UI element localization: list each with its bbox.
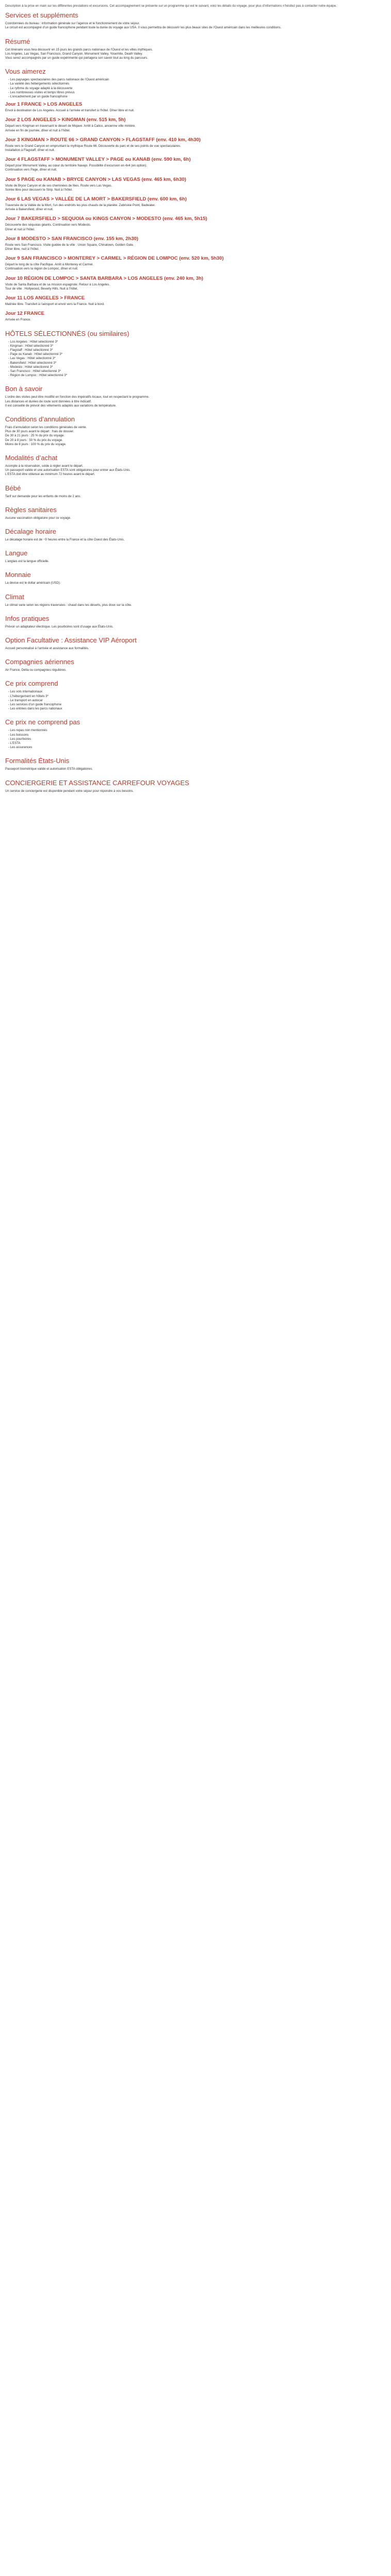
list-item: - L’ESTA [8,741,386,745]
day-title: Jour 1 FRANCE > LOS ANGELES [5,101,83,108]
day-paragraph: Départ vers Kingman en traversant le désert de Mojave. Arrêt à Calico, ancienne ville minière. [5,124,136,128]
itinerary-day [5,117,386,132]
paragraph: L’ESTA doit être obtenue au minimum 72 heures avant le départ. [5,472,95,477]
paragraph: Frais d’annulation selon les conditions générales de vente. [5,425,87,429]
itinerary [5,101,386,322]
paragraph: De 30 à 21 jours : 25 % du prix du voyage. [5,434,65,438]
resume-text [5,48,386,61]
paragraph: Passeport biométrique valide et autorisation ESTA obligatoires. [5,767,93,771]
resume-line: Vous serez accompagnés par un guide expérimenté qui partagera son savoir tout au long du parcours. [5,56,148,60]
paragraph: L’ordre des visites peut être modifié en fonction des impératifs locaux, tout en respectant le programme. [5,395,150,399]
section-title-conditions: Conditions d’annulation [5,415,75,423]
section-title-modalites: Modalités d’achat [5,453,58,462]
list-item: - Las Vegas : Hôtel sélectionné 3* [8,357,386,361]
itinerary-day [5,101,386,113]
day-description [5,283,386,291]
list-item: - Le rythme du voyage adapté à la découverte [8,87,386,91]
paragraph: Un service de conciergerie est disponible pendant votre séjour pour répondre à vos besoins. [5,789,134,793]
list-item: - Le transport en autocar [8,699,386,703]
list-item: - Les vols internationaux [8,690,386,694]
climat-text [5,603,386,607]
paragraph: Moins de 8 jours : 100 % du prix du voyage. [5,442,67,446]
day-description [5,243,386,251]
list-item: - L’encadrement par un guide francophone [8,95,386,99]
section-title-langue: Langue [5,549,28,557]
section-title-bebe: Bébé [5,484,21,492]
day-paragraph: Installation à Flagstaff, dîner et nuit. [5,148,55,152]
list-item: - San Francisco : Hôtel sélectionné 3* [8,369,386,374]
paragraph: Le climat varie selon les régions traversées : chaud dans les déserts, plus doux sur la côte. [5,603,132,607]
services-paragraph: Coordonnées du bureau : information générale sur l’agence et le fonctionnement de votre séjour. [5,22,140,26]
day-description [5,204,386,212]
day-paragraph: Arrivée à Bakersfield, dîner et nuit. [5,208,54,212]
day-title: Jour 2 LOS ANGELES > KINGMAN (env. 515 km, 5h) [5,117,126,123]
day-title: Jour 11 LOS ANGELES > FRANCE [5,295,85,301]
day-title: Jour 9 SAN FRANCISCO > MONTEREY > CARMEL > RÉGION DE LOMPOC (env. 520 km, 5h30) [5,256,224,262]
monnaie-text [5,581,386,585]
list-item: - Bakersfield : Hôtel sélectionné 3* [8,361,386,365]
day-description [5,223,386,231]
day-paragraph: Soirée libre pour découvrir le Strip. Nuit à l’hôtel. [5,188,73,192]
section-title-compagnies: Compagnies aériennes [5,658,74,666]
day-title: Jour 5 PAGE ou KANAB > BRYCE CANYON > LAS VEGAS (env. 465 km, 6h30) [5,176,186,182]
itinerary-day [5,137,386,152]
paragraph: Accueil personnalisé à l’arrivée et assistance aux formalités. [5,646,89,650]
day-description [5,124,386,132]
section-title-vous-aimerez: Vous aimerez [5,67,46,76]
list-item: - Les assurances [8,745,386,750]
paragraph: Acompte à la réservation, solde à régler avant le départ. [5,464,84,468]
list-item: - Los Angeles : Hôtel sélectionné 3* [8,340,386,344]
day-paragraph: Arrivée en France. [5,318,31,322]
services-paragraph: Le circuit est accompagné d’un guide francophone pendant toute la durée du voyage aux USA. Il vous permettra de découvrir les plus beaux sites de l’Ouest américain dans les meilleures conditions. [5,26,282,30]
itinerary-day [5,311,386,322]
compagnies-text [5,668,386,672]
paragraph: Aucune vaccination obligatoire pour ce voyage. [5,516,71,520]
resume-line: Los Angeles, Las Vegas, San Francisco, Grand Canyon, Monument Valley, Yosemite, Death Valley. [5,52,143,56]
list-item: - La variété des hébergements sélectionnés [8,82,386,86]
itinerary-day [5,256,386,271]
itinerary-day [5,157,386,172]
day-title: Jour 3 KINGMAN > ROUTE 66 > GRAND CANYON > FLAGSTAFF (env. 410 km, 4h30) [5,137,201,143]
conditions-text [5,426,386,447]
day-paragraph: Départ le long de la côte Pacifique. Arrêt à Monterey et Carmel. [5,263,94,267]
day-title: Jour 12 FRANCE [5,311,45,317]
section-title-regles: Règles sanitaires [5,505,57,514]
day-paragraph: Traversée de la Vallée de la Mort, l’un des endroits les plus chauds de la planète. Zabriskie Point, Badwater. [5,204,156,208]
section-title-conciergerie: CONCIERGERIE ET ASSISTANCE CARREFOUR VOYAGES [5,778,189,787]
section-title-prix-ne-comprend: Ce prix ne comprend pas [5,718,80,726]
day-paragraph: Route vers le Grand Canyon en empruntant la mythique Route 66. Découverte du parc et de ses points de vue spectaculaires. [5,144,181,148]
day-paragraph: Continuation vers Page, dîner et nuit. [5,168,57,172]
section-title-infos: Infos pratiques [5,614,50,622]
list-item: - Les pourboires [8,737,386,741]
day-paragraph: Visite de Bryce Canyon et de ses cheminées de fées. Route vers Las Vegas. [5,183,112,188]
hotels-list [5,340,386,378]
day-description [5,302,386,307]
option-text [5,647,386,651]
day-description [5,263,386,271]
day-description [5,318,386,322]
decalage-text [5,538,386,542]
paragraph: Le décalage horaire est de −9 heures entre la France et la côte Ouest des États-Unis. [5,537,125,541]
list-item: - Les repas non mentionnés [8,728,386,733]
paragraph: Un passeport valide et une autorisation ESTA sont obligatoires pour entrer aux États-Unis. [5,468,131,472]
regles-text [5,516,386,520]
section-title-formalites: Formalités États-Unis [5,757,70,765]
langue-text [5,560,386,564]
day-paragraph: Dîner et nuit à l’hôtel. [5,227,35,231]
list-item: - Modesto : Hôtel sélectionné 3* [8,365,386,369]
page [0,0,391,793]
section-title-climat: Climat [5,592,24,601]
bebe-text [5,495,386,499]
day-description [5,184,386,192]
itinerary-day [5,236,386,251]
day-paragraph: Découverte des séquoias géants. Continuation vers Modesto. [5,223,91,227]
formalites-text [5,767,386,771]
day-title: Jour 4 FLAGSTAFF > MONUMENT VALLEY > PAGE ou KANAB (env. 590 km, 6h) [5,157,191,163]
itinerary-day [5,177,386,192]
day-description [5,109,386,113]
paragraph: Il est conseillé de prévoir des vêtements adaptés aux variations de température. [5,403,117,408]
section-title-prix-comprend: Ce prix comprend [5,680,58,688]
list-item: - Kingman : Hôtel sélectionné 3* [8,344,386,348]
day-paragraph: Envol à destination de Los Angeles. Accueil à l’arrivée et transfert à l’hôtel. Dîner libre et nuit. [5,109,135,113]
day-paragraph: Visite de Santa Barbara et de sa mission espagnole. Retour à Los Angeles. [5,282,110,286]
day-description [5,164,386,172]
day-paragraph: Continuation vers la région de Lompoc, dîner et nuit. [5,267,78,271]
list-item: - Page ou Kanab : Hôtel sélectionné 3* [8,352,386,357]
list-item: - L’hébergement en hôtels 3* [8,694,386,699]
bon-savoir-text [5,395,386,408]
day-paragraph: Route vers San Francisco. Visite guidée de la ville : Union Square, Chinatown, Golden Gate. [5,243,134,247]
section-title-option: Option Facultative : Assistance VIP Aéroport [5,636,137,644]
modalites-text [5,464,386,477]
list-item: - Les paysages spectaculaires des parcs nationaux de l’Ouest américain [8,78,386,82]
paragraph: Plus de 30 jours avant le départ : frais de dossier. [5,430,74,434]
list-item: - Région de Lompoc : Hôtel sélectionné 3* [8,374,386,378]
day-title: Jour 8 MODESTO > SAN FRANCISCO (env. 155 km, 2h30) [5,235,139,242]
section-title-decalage: Décalage horaire [5,527,57,535]
list-item: - Les boissons [8,733,386,737]
section-title-hotels: HÔTELS SÉLECTIONNÉS (ou similaires) [5,329,129,337]
day-title: Jour 6 LAS VEGAS > VALLÉE DE LA MORT > BAKERSFIELD (env. 600 km, 6h) [5,196,187,202]
itinerary-day [5,276,386,291]
list-item: - Les services d’un guide francophone [8,703,386,707]
infos-text [5,625,386,629]
itinerary-day [5,216,386,231]
services-text [5,22,386,30]
day-paragraph: Matinée libre. Transfert à l’aéroport et envol vers la France. Nuit à bord. [5,302,105,307]
conciergerie-text [5,789,386,793]
paragraph: La devise est le dollar américain (USD). [5,581,61,585]
day-paragraph: Arrivée en fin de journée, dîner et nuit à l’hôtel. [5,128,71,132]
section-title-monnaie: Monnaie [5,571,31,579]
section-title-bon-savoir: Bon à savoir [5,385,43,393]
paragraph: Les distances et durées de route sont données à titre indicatif. [5,399,92,403]
paragraph: De 20 à 8 jours : 50 % du prix du voyage. [5,438,63,442]
prix-comprend-list [5,690,386,711]
paragraph: L’anglais est la langue officielle. [5,560,50,564]
itinerary-day [5,196,386,212]
intro-text: Description à la prise en main sur les différentes prestations et excursions. Cet accompagnement se présente sur un programme qui est le suivant, voici les détails du voyage, pour plus d’informations n’hésitez pas à contacter notre équipe. [5,4,337,8]
list-item: - Les nombreuses visites et temps libres prévus [8,91,386,95]
section-title-resume: Résumé [5,37,30,45]
list-item: - Flagstaff : Hôtel sélectionné 3* [8,348,386,352]
paragraph: Air France, Delta ou compagnies régulières. [5,668,67,672]
day-paragraph: Dîner libre, nuit à l’hôtel. [5,247,39,251]
section-title-services: Services et suppléments [5,11,78,20]
day-paragraph: Départ pour Monument Valley, au cœur du territoire Navajo. Possibilité d’excursion en 4x4 (en option). [5,164,148,168]
day-description [5,144,386,152]
list-item: - Les entrées dans les parcs nationaux [8,707,386,711]
day-title: Jour 10 RÉGION DE LOMPOC > SANTA BARBARA > LOS ANGELES (env. 240 km, 3h) [5,275,203,281]
prix-ne-comprend-list [5,728,386,750]
itinerary-day [5,295,386,307]
day-paragraph: Tour de ville : Hollywood, Beverly Hills. Nuit à l’hôtel. [5,286,78,291]
vous-aimerez-list [5,78,386,99]
paragraph: Prévoir un adaptateur électrique. Les pourboires sont d’usage aux États-Unis. [5,624,113,629]
paragraph: Tarif sur demande pour les enfants de moins de 2 ans. [5,494,82,498]
resume-line: Cet itinéraire vous fera découvrir en 15 jours les grands parcs nationaux de l’Ouest et les villes mythiques. [5,47,153,52]
day-title: Jour 7 BAKERSFIELD > SEQUOIA ou KINGS CANYON > MODESTO (env. 465 km, 5h15) [5,216,207,222]
